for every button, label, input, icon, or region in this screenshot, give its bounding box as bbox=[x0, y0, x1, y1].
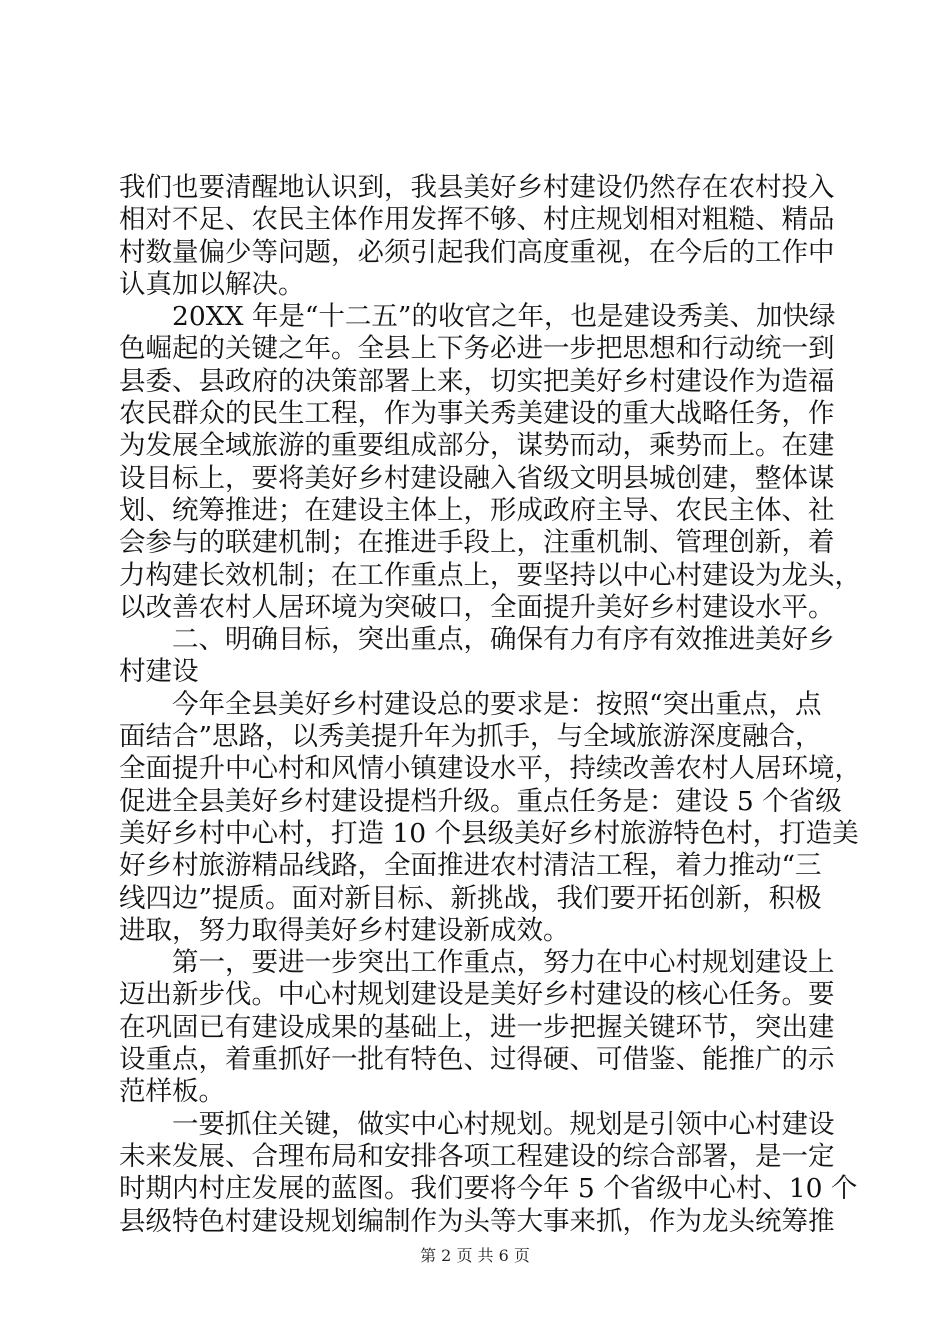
text-line: 全面提升中心村和风情小镇建设水平，持续改善农村人居环境， bbox=[119, 753, 861, 785]
text-line: 县委、县政府的决策部署上来，切实把美好乡村建设作为造福 bbox=[119, 365, 835, 397]
text-line: 未来发展、合理布局和安排各项工程建设的综合部署，是一定 bbox=[119, 1140, 835, 1172]
text-line: 划、统筹推进；在建设主体上，形成政府主导、农民主体、社 bbox=[119, 494, 835, 526]
text-line: 20XX 年是“十二五”的收官之年，也是建设秀美、加快绿 bbox=[172, 301, 836, 333]
text-line: 村建设 bbox=[119, 656, 199, 688]
text-line: 设目标上，要将美好乡村建设融入省级文明县城创建，整体谋 bbox=[119, 462, 835, 494]
text-line: 范样板。 bbox=[119, 1076, 225, 1108]
text-line: 在巩固已有建设成果的基础上，进一步把握关键环节，突出建 bbox=[119, 1011, 835, 1043]
text-line: 时期内村庄发展的蓝图。我们要将今年 5 个省级中心村、10 个 bbox=[119, 1173, 858, 1205]
text-line: 以改善农村人居环境为突破口，全面提升美好乡村建设水平。 bbox=[119, 591, 835, 623]
text-line: 力构建长效机制；在工作重点上，要坚持以中心村建设为龙头， bbox=[119, 559, 861, 591]
text-line: 相对不足、农民主体作用发挥不够、村庄规划相对粗糙、精品 bbox=[119, 204, 835, 236]
text-line: 线四边”提质。面对新目标、新挑战，我们要开拓创新，积极 bbox=[119, 882, 822, 914]
text-line: 促进全县美好乡村建设提档升级。重点任务是：建设 5 个省级 bbox=[119, 785, 842, 817]
text-line: 一要抓住关键，做实中心村规划。规划是引领中心村建设 bbox=[172, 1108, 835, 1140]
text-line: 为发展全域旅游的重要组成部分，谋势而动，乘势而上。在建 bbox=[119, 430, 835, 462]
text-line: 我们也要清醒地认识到，我县美好乡村建设仍然存在农村投入 bbox=[119, 172, 835, 203]
text-line: 好乡村旅游精品线路，全面推进农村清洁工程，着力推动“三 bbox=[119, 850, 822, 882]
text-line: 认真加以解决。 bbox=[119, 268, 305, 300]
text-line: 设重点，着重抓好一批有特色、过得硬、可借鉴、能推广的示 bbox=[119, 1044, 835, 1076]
text-line: 迈出新步伐。中心村规划建设是美好乡村建设的核心任务。要 bbox=[119, 979, 835, 1011]
page-footer: 第 2 页 共 6 页 bbox=[420, 1246, 530, 1265]
text-line: 村数量偏少等问题，必须引起我们高度重视，在今后的工作中 bbox=[119, 236, 835, 268]
text-line: 农民群众的民生工程，作为事关秀美建设的重大战略任务，作 bbox=[119, 398, 835, 430]
text-line: 二、明确目标，突出重点，确保有力有序有效推进美好乡 bbox=[172, 624, 835, 656]
text-line: 色崛起的关键之年。全县上下务必进一步把思想和行动统一到 bbox=[119, 333, 835, 365]
text-line: 美好乡村中心村，打造 10 个县级美好乡村旅游特色村，打造美 bbox=[119, 817, 859, 849]
text-line: 会参与的联建机制；在推进手段上，注重机制、管理创新，着 bbox=[119, 527, 835, 559]
text-line: 面结合”思路，以秀美提升年为抓手，与全域旅游深度融合， bbox=[119, 721, 822, 753]
document-body bbox=[119, 172, 861, 1238]
text-line: 进取，努力取得美好乡村建设新成效。 bbox=[119, 914, 570, 946]
text-line: 县级特色村建设规划编制作为头等大事来抓，作为龙头统筹推 bbox=[119, 1205, 835, 1237]
text-line: 今年全县美好乡村建设总的要求是：按照“突出重点，点 bbox=[172, 688, 822, 720]
text-line: 第一，要进一步突出工作重点，努力在中心村规划建设上 bbox=[172, 947, 835, 979]
